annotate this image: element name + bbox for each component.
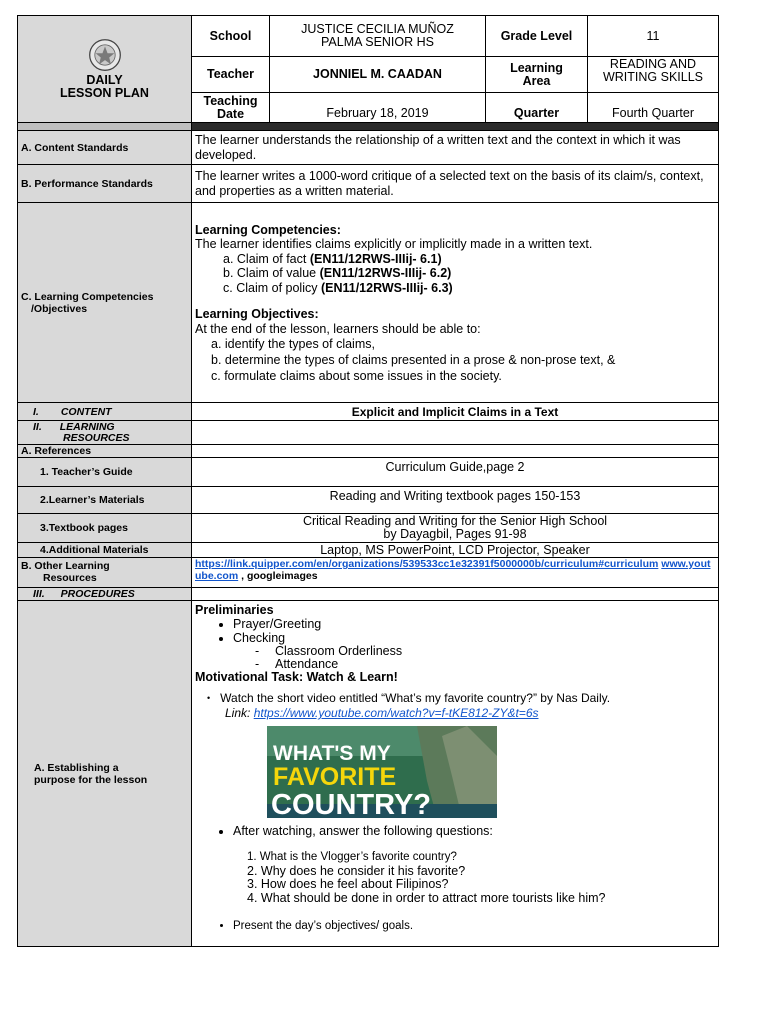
content-standards-label: A. Content Standards (18, 131, 192, 165)
question-item: 1. What is the Vlogger’s favorite country? (247, 851, 457, 863)
lesson-plan-table (17, 15, 719, 947)
content-label-num: I. (33, 405, 39, 418)
grade-label: Grade Level (486, 16, 588, 57)
video-thumbnail[interactable] (267, 726, 497, 818)
motivational-heading: Motivational Task: Watch & Learn! (195, 670, 398, 684)
watch-text: Watch the short video entitled “What’s my favorite country?” by Nas Daily. (220, 691, 611, 705)
watch-instruction: • Watch the short video entitled “What’s my favorite country?” by Nas Daily. Link: https://www.youtube.com/watch?v=f-tKE812-ZY&t=6s (207, 691, 611, 720)
header-title-line2: LESSON PLAN (60, 86, 149, 100)
question-item: 2. Why does he consider it his favorite? (247, 863, 466, 878)
question-item: 3. How does he feel about Filipinos? (247, 877, 449, 891)
other-resources-label (18, 558, 192, 588)
header-title-cell (18, 16, 192, 123)
content-value: Explicit and Implicit Claims in a Text (192, 403, 719, 421)
textbook-pages-value (192, 514, 719, 543)
additional-materials-label: 4.Additional Materials (18, 543, 192, 558)
procedures-label-num: III. (33, 588, 45, 600)
content-label (18, 403, 192, 421)
teachers-guide-label: 1. Teacher’s Guide (18, 458, 192, 487)
procedures-value (192, 588, 719, 601)
objectives-intro: At the end of the lesson, learners should be able to: (195, 321, 481, 336)
quipper-link[interactable]: https://link.quipper.com/en/organizations/539533cc1e32391f5000000b/curriculum#curriculum (195, 558, 659, 570)
questions-list (195, 851, 715, 905)
video-link[interactable]: https://www.youtube.com/watch?v=f-tKE812-ZY&t=6s (253, 706, 539, 720)
competency-item: a. Claim of fact (EN11/12RWS-IIIij- 6.1) (223, 251, 442, 266)
school-line1: JUSTICE CECILIA MUÑOZ (301, 22, 454, 36)
teacher-label: Teacher (192, 57, 270, 93)
procedures-label-text: PROCEDURES (60, 588, 135, 600)
quarter-label: Quarter (486, 93, 588, 123)
area-line1: READING AND (609, 57, 697, 71)
establishing-line1: A. Establishing a (34, 761, 119, 774)
area-label-line1: Learning (510, 60, 563, 75)
content-standards-text: The learner understands the relationship of a written text and the context in which it was developed. (192, 131, 719, 165)
checking-item: • Checking (233, 631, 715, 645)
learning-area-label (486, 57, 588, 93)
present-list (195, 919, 715, 933)
header-title-line1: DAILY (86, 73, 123, 87)
other-resources-value (192, 558, 719, 588)
after-watching-list (195, 824, 715, 838)
date-label-line1: Teaching (203, 93, 258, 108)
preliminaries-heading: Preliminaries (195, 603, 274, 617)
preliminaries-list (195, 617, 715, 645)
present-objectives-item: • Present the day’s objectives/ goals. (233, 919, 715, 933)
thumb-title-line3: COUNTRY? (271, 789, 432, 818)
checking-sublist (195, 645, 715, 670)
references-value (192, 445, 719, 458)
objective-item: b. determine the types of claims presented in a prose & non-prose text, & (211, 353, 616, 368)
orderliness-item: - Classroom Orderliness (255, 644, 403, 658)
performance-standards-text: The learner writes a 1000-word critique of a selected text on the basis of its claim/s, context, and properties as a written material. (192, 165, 719, 203)
competencies-intro: The learner identifies claims explicitly or implicitly made in a written text. (195, 237, 593, 252)
area-line2: WRITING SKILLS (602, 70, 704, 84)
grade-value: 11 (588, 16, 719, 57)
youtube-link[interactable]: www.youtube.com (195, 558, 711, 582)
other-resources-tail: , googleimages (238, 570, 318, 582)
after-watching-item: • After watching, answer the following questions: (233, 824, 715, 838)
attendance-item: - Attendance (255, 656, 339, 671)
date-label-line2: Date (216, 106, 245, 121)
competencies-label (18, 203, 192, 403)
resources-label-line1: LEARNING (59, 420, 115, 433)
teaching-date-value: February 18, 2019 (270, 93, 486, 123)
resources-label-num: II. (33, 420, 42, 433)
resources-label-line2: RESOURCES (63, 431, 130, 444)
other-resources-line1: B. Other Learning (21, 560, 110, 572)
competency-item: b. Claim of value (EN11/12RWS-IIIij- 6.2) (223, 266, 452, 281)
content-label-text: CONTENT (60, 405, 112, 418)
teachers-guide-value: Curriculum Guide,page 2 (192, 458, 719, 487)
textbook-line2: by Dayagbil, Pages 91-98 (383, 527, 527, 541)
competencies-label-line1: C. Learning Competencies (21, 290, 154, 303)
performance-standards-label: B. Performance Standards (18, 165, 192, 203)
objective-item: a. identify the types of claims, (211, 337, 375, 352)
competency-item: c. Claim of policy (EN11/12RWS-IIIij- 6.3) (223, 280, 453, 295)
establishing-purpose-label (18, 601, 192, 947)
establishing-purpose-body (192, 601, 719, 947)
additional-materials-value: Laptop, MS PowerPoint, LCD Projector, Speaker (192, 543, 719, 558)
quarter-value: Fourth Quarter (588, 93, 719, 123)
teaching-date-label (192, 93, 270, 123)
competencies-body (192, 203, 719, 403)
school-label: School (192, 16, 270, 57)
learning-area-value (588, 57, 719, 93)
objectives-title: Learning Objectives: (195, 307, 319, 322)
learners-materials-value: Reading and Writing textbook pages 150-153 (192, 487, 719, 514)
other-resources-line2: Resources (43, 571, 97, 584)
prayer-item: • Prayer/Greeting (233, 617, 715, 631)
learners-materials-label: 2.Learner’s Materials (18, 487, 192, 514)
thumb-title-line1: WHAT'S MY (273, 742, 391, 765)
objectives-list (195, 336, 715, 384)
school-line2: PALMA SENIOR HS (321, 35, 434, 49)
textbook-line1: Critical Reading and Writing for the Senior High School (302, 513, 608, 528)
competencies-label-line2: /Objectives (31, 302, 88, 315)
link-label: Link: (225, 706, 254, 720)
learning-resources-label (18, 421, 192, 445)
competencies-title: Learning Competencies: (195, 222, 341, 237)
competency-list (195, 252, 715, 296)
establishing-line2: purpose for the lesson (34, 773, 148, 786)
learning-resources-value (192, 421, 719, 445)
area-label-line2: Area (522, 73, 551, 88)
deped-seal-icon (88, 38, 122, 72)
objective-item: c. formulate claims about some issues in the society. (211, 369, 502, 384)
thumb-title-line2: FAVORITE (273, 763, 397, 791)
school-value (270, 16, 486, 57)
question-item: 4. What should be done in order to attract more tourists like him? (247, 890, 606, 905)
section-divider (18, 123, 719, 131)
teacher-value: JONNIEL M. CAADAN (270, 57, 486, 93)
references-label: A. References (18, 445, 192, 458)
procedures-label (18, 588, 192, 601)
lesson-plan-page (17, 15, 718, 947)
textbook-pages-label: 3.Textbook pages (18, 514, 192, 543)
